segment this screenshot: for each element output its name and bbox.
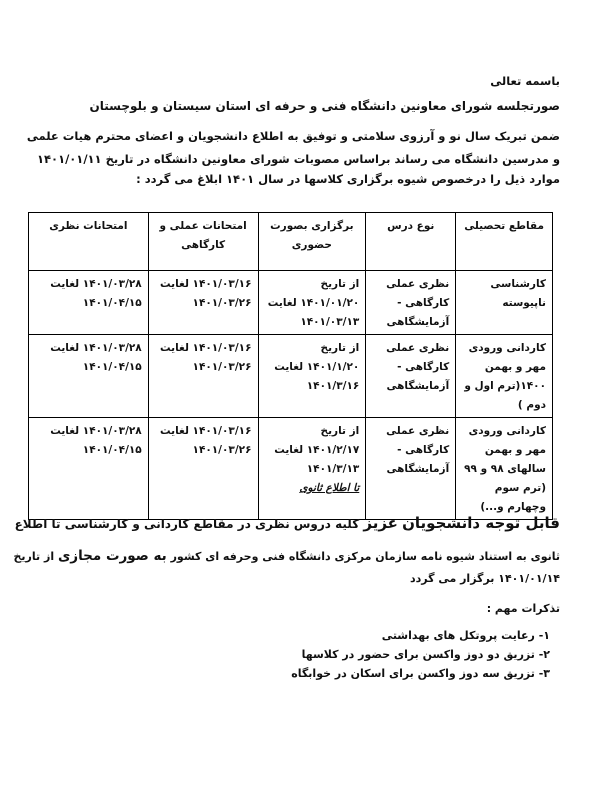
notice-line-3: ۱۴۰۱/۰۱/۱۴ برگزار می گردد: [409, 572, 560, 585]
cell-in-person: [258, 418, 366, 520]
cell-theory-exams: ۱۴۰۱/۰۳/۲۸ لغایت ۱۴۰۱/۰۴/۱۵: [29, 418, 149, 520]
notice-line-2: [14, 548, 561, 564]
cell-level: کاردانی ورودی مهر و بهمن ۱۴۰۰(ترم اول و دوم ): [456, 335, 553, 418]
cell-level: کارشناسی ناپیوسته: [456, 271, 553, 335]
notice-text: ثانوی به استناد شیوه نامه سازمان مرکزی دانشگاه فنی وحرفه ای کشور: [170, 550, 560, 563]
table-header-row: [29, 213, 553, 271]
header-theory-exams: امتحانات نظری: [29, 213, 149, 271]
reminder-item: ۲- تزریق دو دوز واکسن برای حضور در کلاسها: [301, 648, 550, 661]
header-course-type: نوع درس: [366, 213, 456, 271]
table-row: [29, 418, 553, 520]
intro-line-2: و مدرسین دانشگاه می رساند براساس مصوبات شورای معاونین دانشگاه در تاریخ ۱۴۰۱/۰۱/۱۱: [37, 152, 560, 166]
header-practical-exams: امتحانات عملی و کارگاهی: [148, 213, 258, 271]
in-person-dates: از تاریخ ۱۴۰۱/۰۱/۲۰ لغایت ۱۴۰۱/۰۳/۱۳: [267, 278, 360, 328]
table-row: [29, 335, 553, 418]
in-person-dates: از تاریخ ۱۴۰۱/۲/۱۷ لغایت ۱۴۰۱/۳/۱۳: [274, 425, 360, 475]
schedule-table: [28, 212, 553, 520]
cell-in-person: [258, 271, 366, 335]
cell-course-type: نظری عملی کارگاهی - آزمایشگاهی: [366, 418, 456, 520]
document-title: صورتجلسه شورای معاونین دانشگاه فنی و حرفه ای استان سیستان و بلوچستان: [89, 99, 560, 113]
cell-practical-exams: ۱۴۰۱/۰۳/۱۶ لغایت ۱۴۰۱/۰۳/۲۶: [148, 271, 258, 335]
cell-practical-exams: ۱۴۰۱/۰۳/۱۶ لغایت ۱۴۰۱/۰۳/۲۶: [148, 335, 258, 418]
notice-text: کلیه دروس نظری در مقاطع کاردانی و کارشناسی تا اطلاع: [14, 517, 360, 531]
cell-in-person: [258, 335, 366, 418]
header-in-person: برگزاری بصورت حضوری: [258, 213, 366, 271]
table-row: [29, 271, 553, 335]
reminder-item: ۳- تزریق سه دوز واکسن برای اسکان در خوابگاه: [291, 667, 550, 680]
cell-theory-exams: ۱۴۰۱/۰۳/۲۸ لغایت ۱۴۰۱/۰۴/۱۵: [29, 335, 149, 418]
reminders-title: تذکرات مهم :: [486, 602, 560, 615]
reminder-item: ۱- رعایت پروتکل های بهداشتی: [381, 629, 550, 642]
cell-level: کاردانی ورودی مهر و بهمن سالهای ۹۸ و ۹۹ (ترم سوم وچهارم و...): [456, 418, 553, 520]
cell-practical-exams: ۱۴۰۱/۰۳/۱۶ لغایت ۱۴۰۱/۰۳/۲۶: [148, 418, 258, 520]
heading: باسمه تعالی: [490, 74, 560, 88]
cell-course-type: نظری عملی کارگاهی - آزمایشگاهی: [366, 335, 456, 418]
in-person-note: تا اطلاع ثانوی: [299, 482, 360, 494]
notice-line-1: [15, 514, 560, 532]
intro-line-1: ضمن تبریک سال نو و آرزوی سلامتی و توفیق به اطلاع دانشجویان و اعضای محترم هیات علمی: [26, 129, 560, 143]
notice-emphasis-virtual: به صورت مجازی: [57, 548, 167, 564]
cell-course-type: نظری عملی کارگاهی - آزمایشگاهی: [366, 271, 456, 335]
intro-line-3: موارد ذیل را درخصوص شیوه برگزاری کلاسها در سال ۱۴۰۱ ابلاغ می گردد :: [136, 172, 560, 186]
notice-emphasis: قابل توجه دانشجویان: [402, 514, 560, 532]
notice-text-end: از تاریخ: [13, 550, 55, 563]
in-person-dates: از تاریخ ۱۴۰۱/۱/۲۰ لغایت ۱۴۰۱/۳/۱۶: [274, 342, 360, 392]
header-education-level: مقاطع تحصیلی: [456, 213, 553, 271]
cell-theory-exams: ۱۴۰۱/۰۳/۲۸ لغایت ۱۴۰۱/۰۴/۱۵: [29, 271, 149, 335]
notice-emphasis-2: عزیز: [363, 514, 398, 532]
